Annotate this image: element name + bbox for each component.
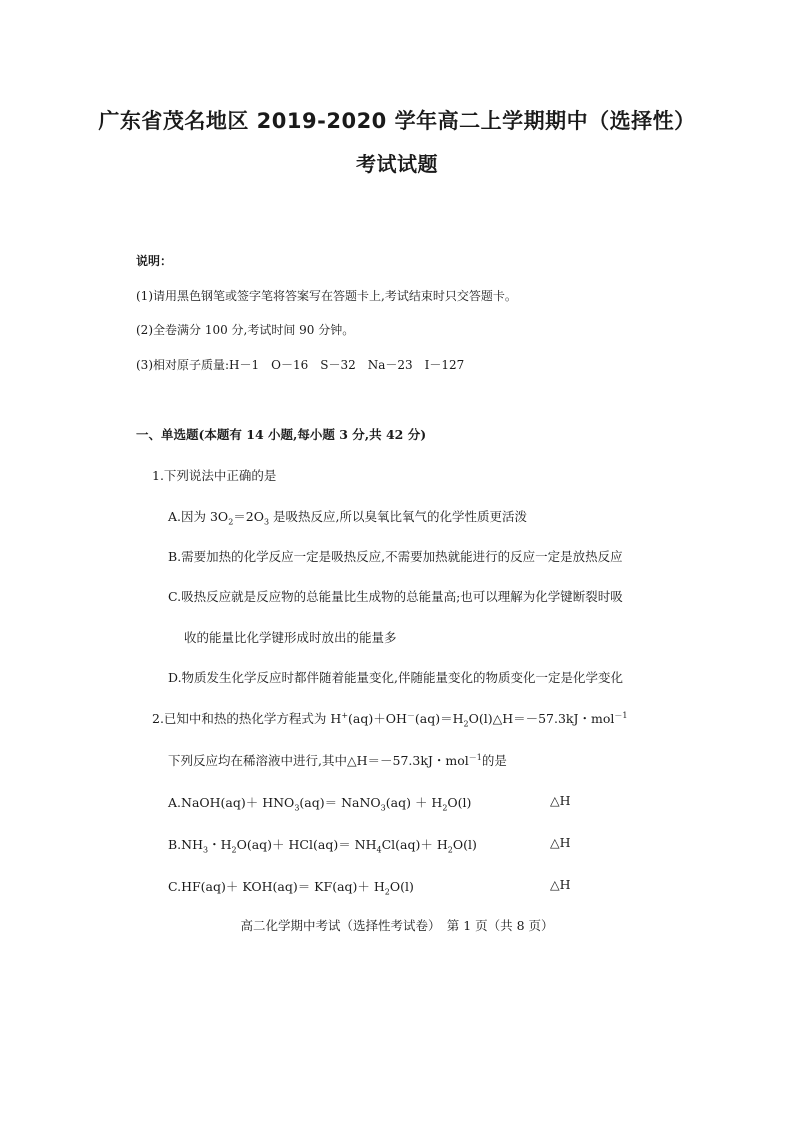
question-2-option-c: $C.HF(aq)+ KOH(aq)= KF(aq)+ H_2O(l)$ bbox=[168, 879, 414, 897]
question-2-option-b-delta-h: △H bbox=[550, 835, 571, 850]
question-1-option-d: D.物质发生化学反应时都伴随着能量变化,伴随能量变化的物质变化一定是化学变化 bbox=[168, 670, 624, 685]
notes-heading: 说明： bbox=[136, 254, 173, 268]
section-heading: 一、单选题(本题有 14 小题,每小题 3 分,共 42 分) bbox=[136, 427, 427, 442]
note-item-2: (2)全卷满分 100 分,考试时间 90 分钟。 bbox=[136, 323, 355, 337]
question-2-subprompt: 下列反应均在稀溶液中进行,其中△H＝－57.3kJ・mol$^{-1}$的是 bbox=[168, 752, 507, 768]
note-item-1: (1)请用黑色钢笔或签字笔将答案写在答题卡上,考试结束时只交答题卡。 bbox=[136, 289, 517, 303]
page-footer: 高二化学期中考试（选择性考试卷） 第 1 页（共 8 页） bbox=[240, 918, 554, 933]
question-1-option-b: B.需要加热的化学反应一定是吸热反应,不需要加热就能进行的反应一定是放热反应 bbox=[168, 549, 623, 564]
document-subtitle: 考试试题 bbox=[356, 152, 438, 176]
question-2-option-a-delta-h: △H bbox=[550, 793, 571, 808]
question-2-option-c-delta-h: △H bbox=[550, 877, 571, 892]
question-2-stem: 2.已知中和热的热化学方程式为 $H^+(aq)+OH^-(aq)=H_2O(l)\triangle H=-57.3kJ$・mol$^{-1}$ bbox=[152, 710, 628, 729]
document-title: 广东省茂名地区 2019-2020 学年高二上学期期中（选择性） bbox=[98, 109, 696, 133]
question-1-stem: 1.下列说法中正确的是 bbox=[152, 468, 277, 483]
question-1-option-c-continued: 收的能量比化学键形成时放出的能量多 bbox=[184, 630, 397, 645]
question-2-option-a: A.NaOH(aq)＋ $HNO_3(aq)=$ NaNO$_3$(aq) ＋ $H_2O(l)$ bbox=[168, 795, 472, 813]
question-1-option-a: A.因为 $3O_2=2O_3$ 是吸热反应,所以臭氧比氧气的化学性质更活泼 bbox=[168, 509, 528, 527]
question-1-option-c: C.吸热反应就是反应物的总能量比生成物的总能量高;也可以理解为化学键断裂时吸 bbox=[168, 589, 623, 604]
question-2-option-b: $B.NH_3$・$H_2O(aq)+ HCl(aq)= NH_4Cl(aq)+ H_2O(l)$ bbox=[168, 837, 477, 855]
note-item-3: (3)相对原子质量:H－1 O－16 S－32 Na－23 I－127 bbox=[136, 358, 465, 372]
